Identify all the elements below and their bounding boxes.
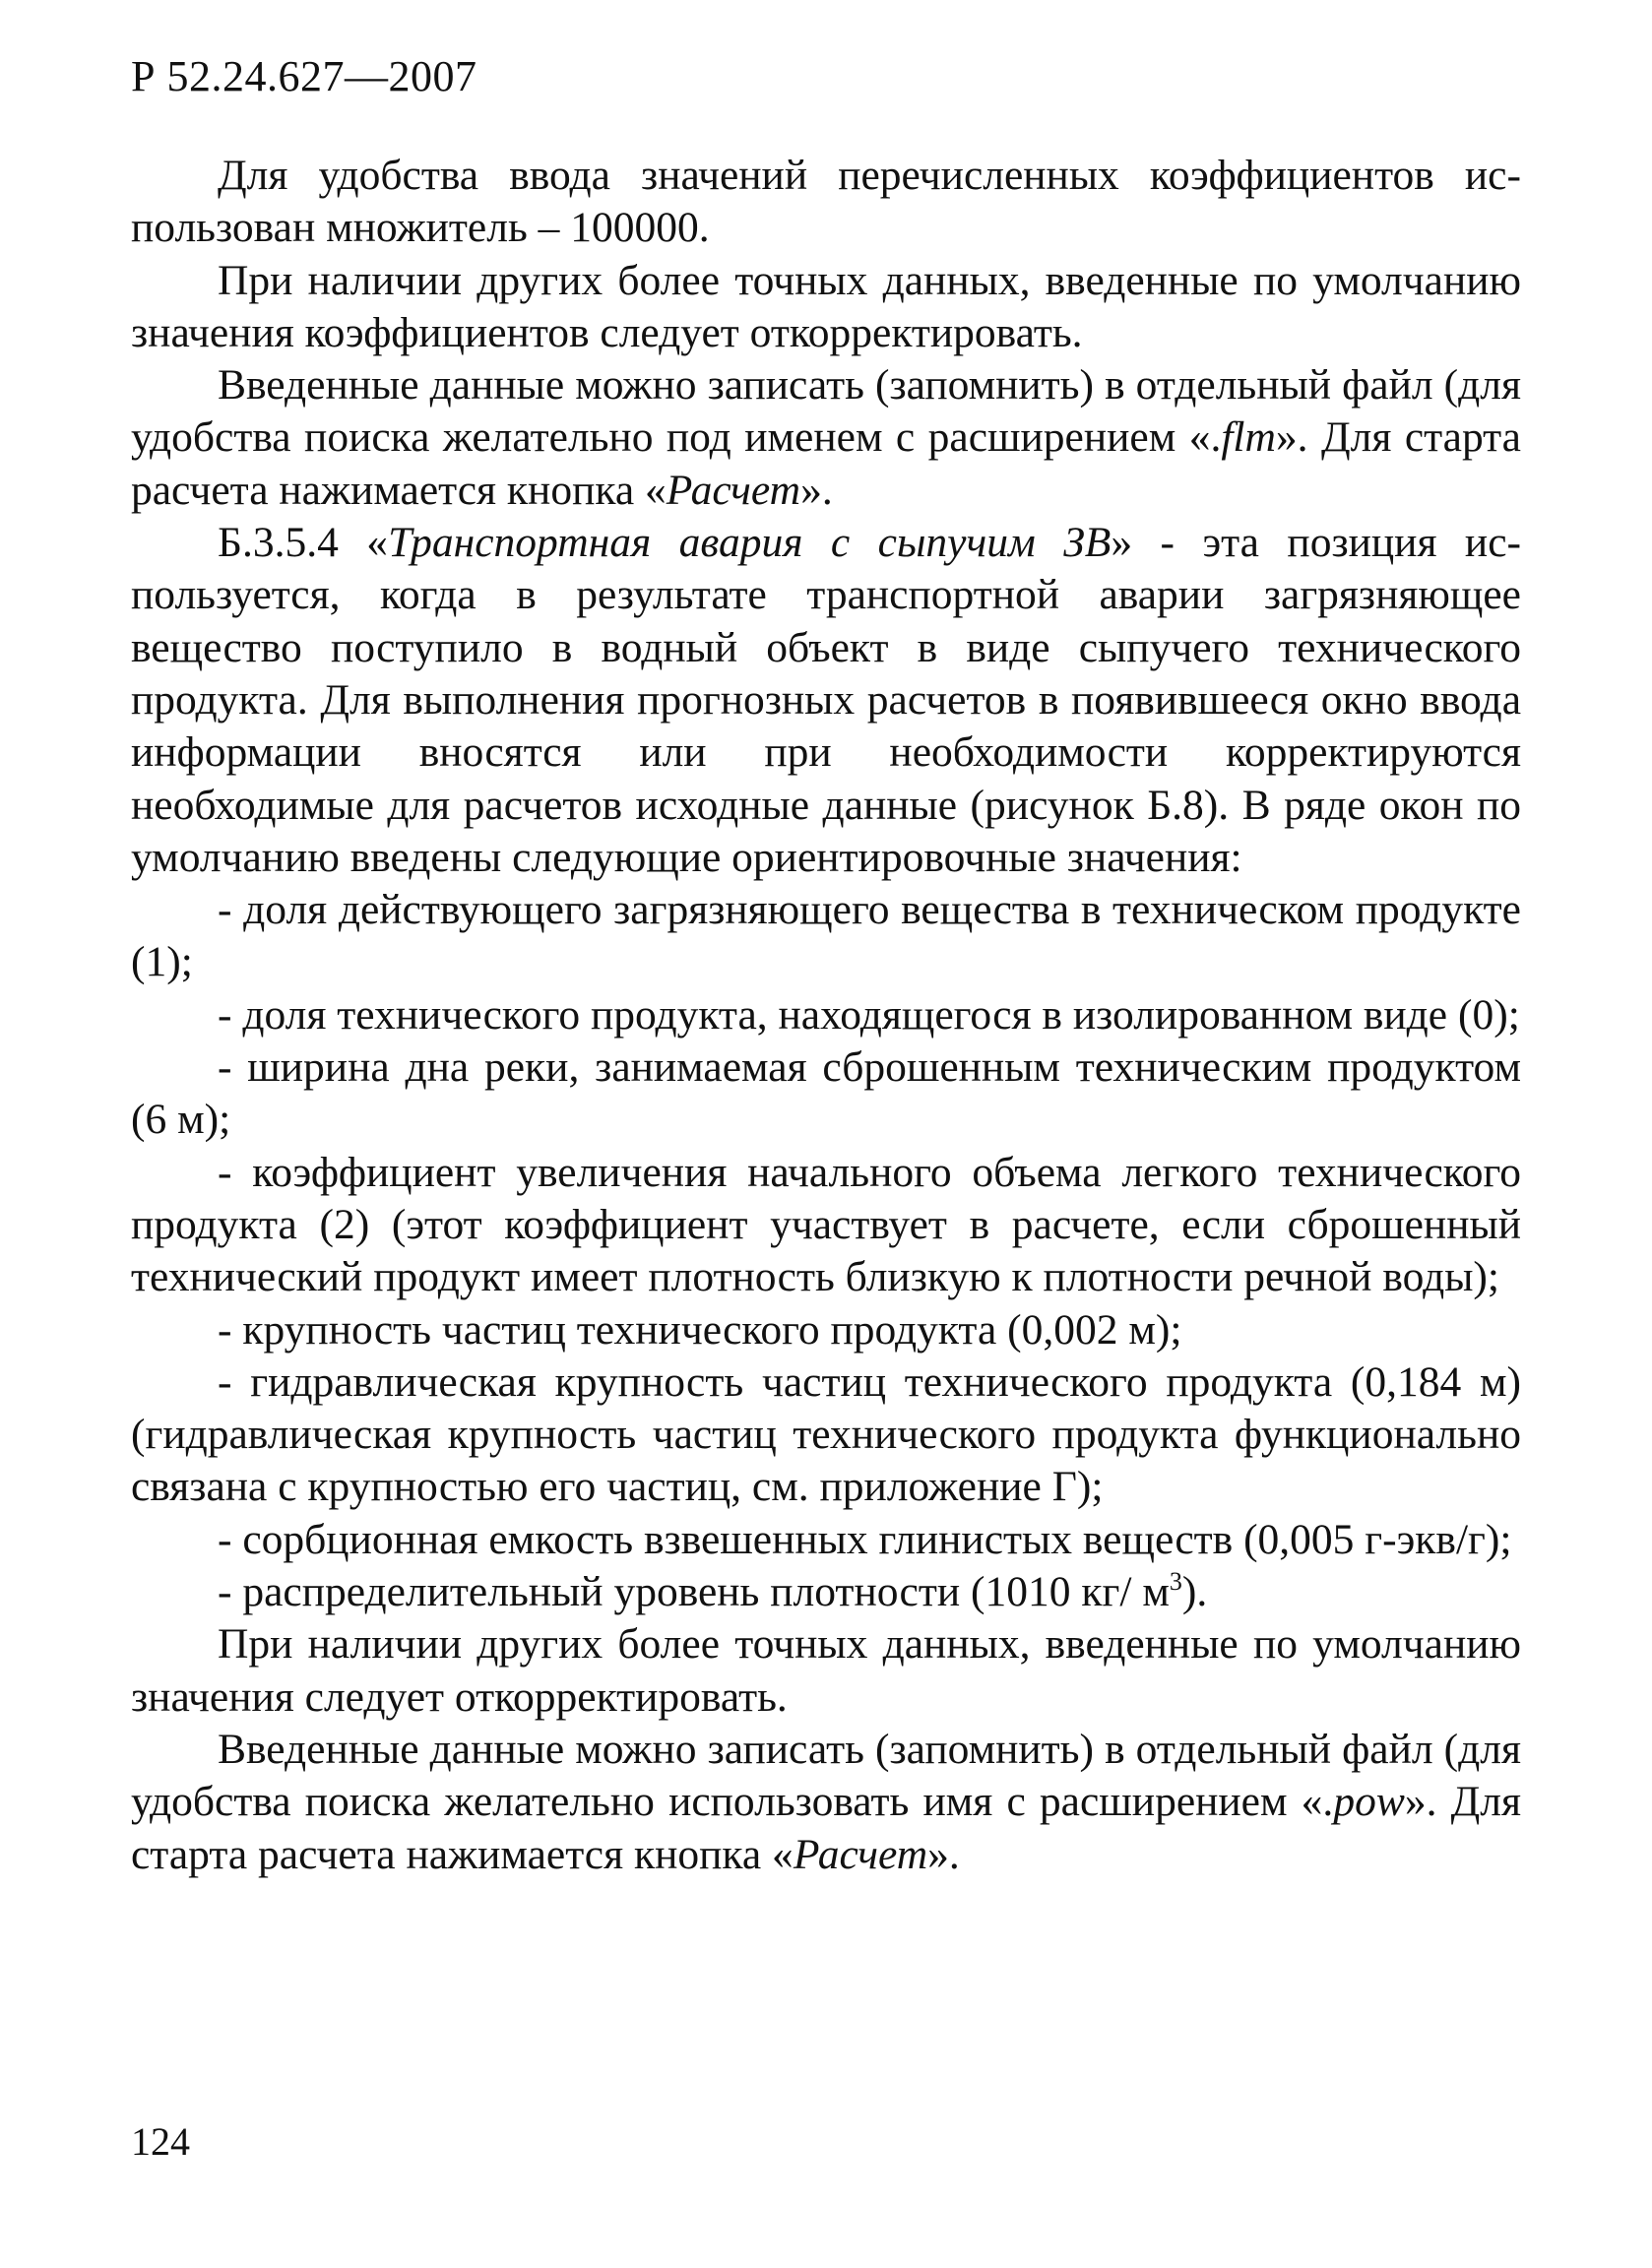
paragraph-save-file-pow bbox=[131, 1724, 1521, 1881]
list-item: - сорбционная емкость взвешенных глинистых веществ (0,005 г-экв/г); bbox=[218, 1515, 1512, 1563]
list-item: - ширина дна реки, занимаемая сброшенным техническим продуктом (6 м); bbox=[131, 1043, 1521, 1144]
text-run: ». bbox=[800, 466, 833, 514]
superscript: 3 bbox=[1169, 1567, 1182, 1597]
list-item: - доля технического продукта, находящегося в изолированном виде (0); bbox=[218, 990, 1520, 1039]
page-body bbox=[131, 150, 1521, 1881]
paragraph-save-file-flm bbox=[131, 359, 1521, 517]
text-run: Введенные данные можно записать (запомнить) в отдельный файл (для удобства поиска желательно использовать имя с расширением «. bbox=[131, 1725, 1521, 1826]
list-item: - гидравлическая крупность частиц технического продукта (0,184 м) (гидравлическая крупность частиц технического продукта функционально связана с крупностью его частиц, см. приложение Г); bbox=[131, 1357, 1521, 1511]
list-item: - коэффициент увеличения начального объема легкого технического продукта (2) (этот коэффициент участвует в расчете, если сброшенный технический продукт имеет плотность близкую к плотности речной воды); bbox=[131, 1148, 1521, 1301]
text-run: ». Для старта расчета нажимается кнопка « bbox=[131, 413, 1521, 514]
document-code-header: Р 52.24.627—2007 bbox=[131, 52, 477, 100]
text-run: ». bbox=[927, 1830, 960, 1878]
text-run: ). bbox=[1181, 1568, 1208, 1616]
list-item: - доля действующего загрязняющего вещества в техническом продукте (1); bbox=[131, 886, 1521, 986]
text-run: ». Для старта расчета нажимается кнопка « bbox=[131, 1778, 1522, 1878]
section-b3-5-4 bbox=[131, 517, 1521, 884]
file-extension-pow: pow bbox=[1333, 1778, 1405, 1826]
paragraph-correct-defaults-2: При наличии других более точных данных, введенные по умолчанию значения следует откорректировать. bbox=[131, 1620, 1521, 1721]
file-extension-flm: flm bbox=[1221, 413, 1276, 462]
page-number: 124 bbox=[131, 2119, 190, 2164]
button-name-calculation: Расчет bbox=[666, 466, 801, 514]
section-title: Транспортная авария с сыпучим ЗВ bbox=[388, 519, 1112, 567]
section-number: Б.3.5.4 « bbox=[218, 519, 389, 567]
list-item bbox=[131, 1566, 1521, 1618]
text-run: Введенные данные можно записать (запомнить) в отдельный файл (для удобства поиска желательно под именем с расширением «. bbox=[131, 361, 1521, 462]
text-run: - распределительный уровень плотности (1010 кг/ м bbox=[218, 1568, 1170, 1616]
paragraph-correct-defaults: При наличии других более точных данных, введенные по умолчанию значения коэффициентов следует откорректировать. bbox=[131, 256, 1521, 356]
list-item: - крупность частиц технического продукта (0,002 м); bbox=[218, 1305, 1182, 1354]
paragraph-multiplier: Для удобства ввода значений перечисленных коэффициентов использован множитель – 100000. bbox=[131, 152, 1521, 252]
button-name-calculation: Расчет bbox=[793, 1830, 928, 1878]
section-text: » - эта позиция используется, когда в результате транспортной аварии загрязняющее вещество поступило в водный объект в виде сыпучего технического продукта. Для выполнения прогнозных расчетов в появившееся окно ввода информации вносятся или при необходимости корректируются необходимые для расчетов исходные данные (рисунок Б.8). В ряде окон по умолчанию введены следующие ориентировочные значения: bbox=[131, 519, 1522, 881]
